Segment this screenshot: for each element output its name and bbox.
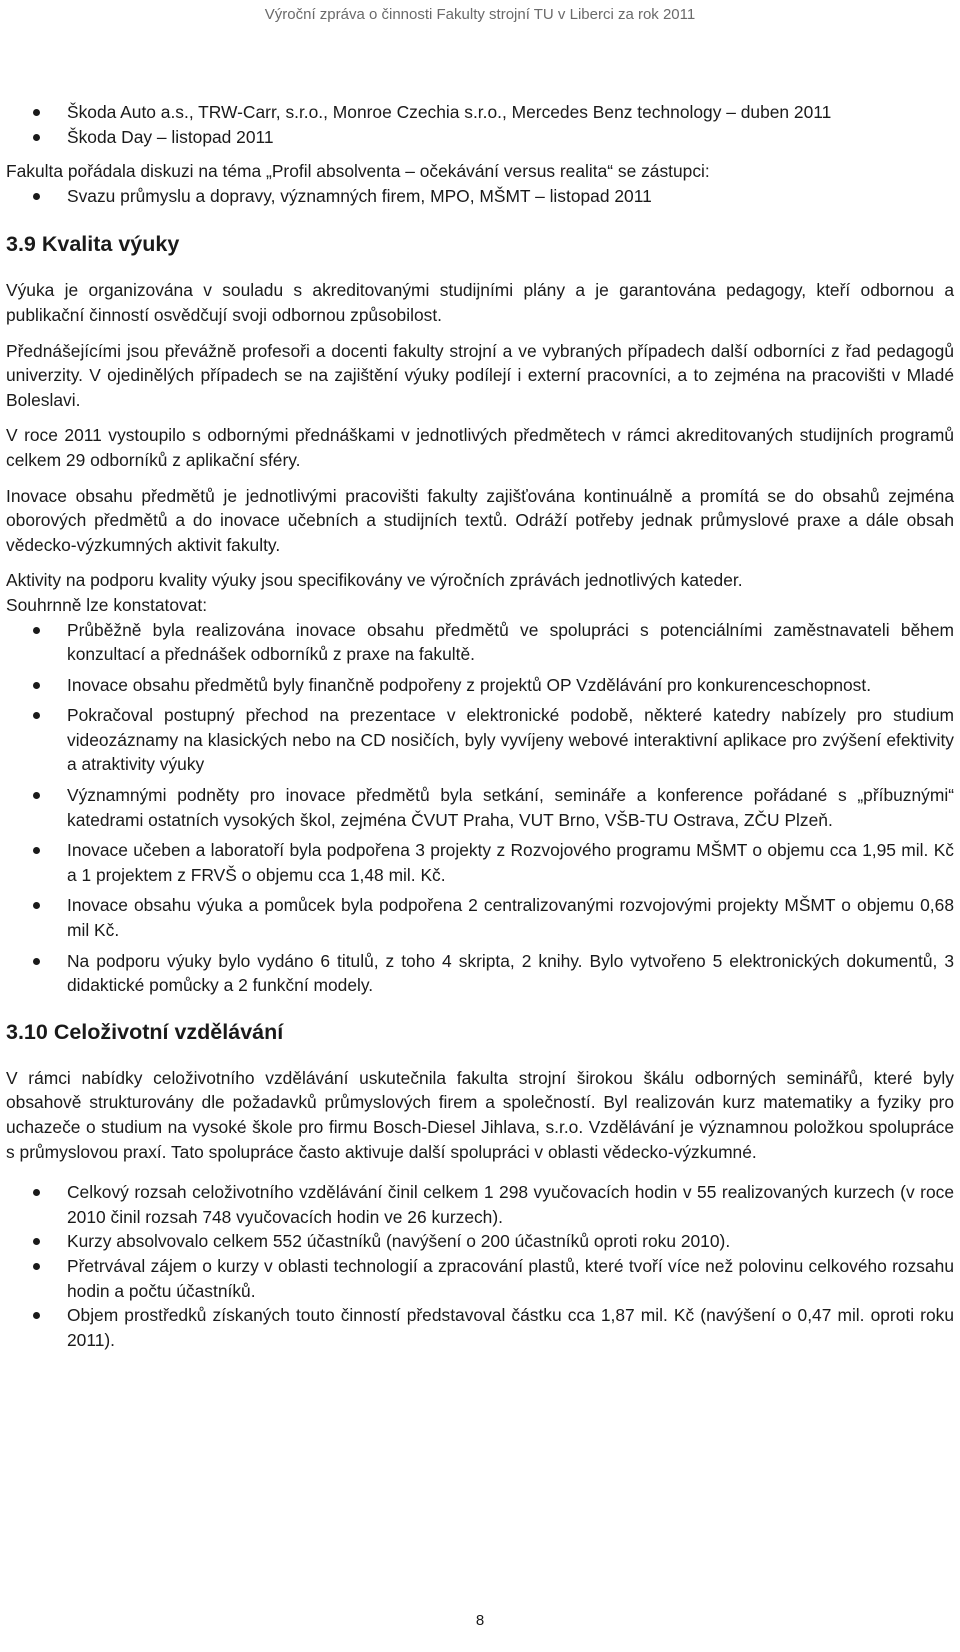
section-heading-3-9: 3.9 Kvalita výuky	[6, 232, 180, 257]
list-item: Významnými podněty pro inovace předmětů byla setkání, semináře a konference pořádané s „příbuznými“ katedrami ostatních vysokých škol, zejména ČVUT Praha, VUT Brno, VŠB-TU Ostrava, ZČU Plzeň.	[6, 783, 954, 832]
lifelong-learning-list	[6, 1180, 954, 1352]
discussion-paragraph: Fakulta pořádala diskuzi na téma „Profil absolventa – očekávání versus realita“ se zástupci:	[6, 161, 710, 182]
discussion-participants-list	[6, 184, 954, 209]
list-item: Škoda Auto a.s., TRW-Carr, s.r.o., Monroe Czechia s.r.o., Mercedes Benz technology – duben 2011	[6, 100, 954, 125]
page-number: 8	[475, 1612, 485, 1629]
list-item: Inovace obsahu výuka a pomůcek byla podpořena 2 centralizovanými rozvojovými projekty MŠMT o objemu 0,68 mil Kč.	[6, 893, 954, 942]
paragraph: Výuka je organizována v souladu s akreditovanými studijními plány a je garantována pedagogy, kteří odbornou a publikační činností osvědčují svoji odbornou způsobilost.	[6, 280, 954, 325]
paragraph: V roce 2011 vystoupilo s odbornými přednáškami v jednotlivých předmětech v rámci akreditovaných studijních programů celkem 29 odborníků z aplikační sféry.	[6, 425, 954, 470]
list-item: Objem prostředků získaných touto činností představoval částku cca 1,87 mil. Kč (navýšení o 0,47 mil. oproti roku 2011).	[6, 1303, 954, 1352]
partner-events-list	[6, 100, 954, 149]
section-heading-3-10: 3.10 Celoživotní vzdělávání	[6, 1019, 284, 1044]
list-item: Kurzy absolvovalo celkem 552 účastníků (navýšení o 200 účastníků oproti roku 2010).	[6, 1229, 954, 1254]
list-item: Škoda Day – listopad 2011	[6, 125, 954, 150]
paragraph: V rámci nabídky celoživotního vzdělávání uskutečnila fakulta strojní širokou škálu odborných seminářů, které byly obsahově strukturovány dle požadavků průmyslových firem a společností. Byl realizován kurz matematiky a fyziky pro uchazeče o studium na vysoké škole pro firmu Bosch-Diesel Jihlava, s.r.o. Vzdělávání je významnou položkou spolupráce s průmyslovou praxí. Tato spolupráce často aktivuje další spolupráci v oblasti vědecko-výzkumné.	[6, 1067, 954, 1162]
list-item: Průběžně byla realizována inovace obsahu předmětů ve spolupráci s potenciálními zaměstnavateli během konzultací a přednášek odborníků z praxe na fakultě.	[6, 618, 954, 667]
list-item: Inovace obsahu předmětů byly finančně podpořeny z projektů OP Vzdělávání pro konkurenceschopnost.	[6, 673, 954, 698]
list-item: Svazu průmyslu a dopravy, významných firem, MPO, MŠMT – listopad 2011	[6, 184, 954, 209]
paragraph: Inovace obsahu předmětů je jednotlivými pracovišti fakulty zajišťována kontinuálně a promítá se do obsahů zejména oborových předmětů a do inovace učebních a studijních textů. Odráží potřeby jednak průmyslové praxe a dále obsah vědecko-výzkumných aktivit fakulty.	[6, 485, 954, 555]
running-header: Výroční zpráva o činnosti Fakulty strojní TU v Liberci za rok 2011	[264, 6, 696, 23]
summary-line-1: Aktivity na podporu kvality výuky jsou specifikovány ve výročních zprávách jednotlivých kateder.	[6, 570, 743, 591]
list-item: Přetrvával zájem o kurzy v oblasti technologií a zpracování plastů, které tvoří více než polovinu celkového rozsahu hodin a počtu účastníků.	[6, 1254, 954, 1303]
list-item: Inovace učeben a laboratoří byla podpořena 3 projekty z Rozvojového programu MŠMT o objemu cca 1,95 mil. Kč a 1 projektem z FRVŠ o objemu cca 1,48 mil. Kč.	[6, 838, 954, 887]
summary-intro	[6, 568, 954, 617]
list-item: Celkový rozsah celoživotního vzdělávání činil celkem 1 298 vyučovacích hodin v 55 realizovaných kurzech (v roce 2010 činil rozsah 748 vyučovacích hodin ve 26 kurzech).	[6, 1180, 954, 1229]
list-item: Na podporu výuky bylo vydáno 6 titulů, z toho 4 skripta, 2 knihy. Bylo vytvořeno 5 elektronických dokumentů, 3 didaktické pomůcky a 2 funkční modely.	[6, 949, 954, 998]
list-item: Pokračoval postupný přechod na prezentace v elektronické podobě, některé katedry nabízely pro studium videozáznamy na klasických nebo na CD nosičích, byly vyvíjeny webové interaktivní aplikace pro zvýšení efektivity a atraktivity výuky	[6, 703, 954, 777]
summary-line-2: Souhrnně lze konstatovat:	[6, 594, 208, 615]
paragraph: Přednášejícími jsou převážně profesoři a docenti fakulty strojní a ve vybraných případech další odborníci z řad pedagogů univerzity. V ojedinělých případech se na zajištění výuky podílejí i externí pracovníci, a to zejména na pracovišti v Mladé Boleslavi.	[6, 340, 954, 410]
document-body	[6, 100, 954, 1352]
quality-measures-list	[6, 618, 954, 998]
